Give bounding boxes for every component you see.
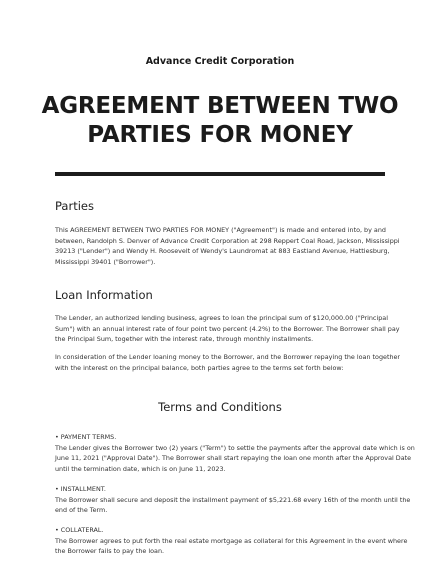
payment-terms-line: The Lender gives the Borrower two (2) years ("Term") to settle the payments after the approval date which is on <box>55 443 415 452</box>
parties-line: between, Randolph S. Denver of Advance Credit Corporation at 298 Reppert Coal Road, Jackson, Mississippi <box>55 236 400 245</box>
parties-paragraph <box>55 225 400 267</box>
loan-line: The Lender, an authorized lending business, agrees to loan the principal sum of $120,000.00 ("Principal <box>55 314 388 322</box>
payment-terms-line: June 11, 2021 ("Approval Date"). The Borrower shall start repaying the loan one month after the Approval Date <box>55 454 412 463</box>
loan-heading: Loan Information <box>55 288 153 302</box>
installment-terms <box>55 484 411 516</box>
loan-paragraph-1 <box>55 313 400 345</box>
loan-line: with the interest on the principal balance, both parties agree to the terms set forth below: <box>55 363 344 372</box>
collateral-terms <box>55 525 408 557</box>
collateral-line: The Borrower agrees to put forth the real estate mortgage as collateral for this Agreement in the event where <box>55 536 408 545</box>
title-line-1: AGREEMENT BETWEEN TWO <box>41 93 399 119</box>
payment-terms-line: until the termination date, which is on June 11, 2023. <box>55 464 226 473</box>
payment-terms-title: • PAYMENT TERMS. <box>55 433 117 441</box>
loan-paragraph-2 <box>55 352 401 373</box>
parties-line: This AGREEMENT BETWEEN TWO PARTIES FOR MONEY ("Agreement") is made and entered into, by and <box>55 226 386 234</box>
loan-line: In consideration of the Lender loaning money to the Borrower, and the Borrower repaying the loan together <box>55 353 401 361</box>
parties-heading: Parties <box>55 199 94 213</box>
collateral-title: • COLLATERAL. <box>55 526 104 534</box>
title-divider <box>55 172 385 176</box>
installment-line: The Borrower shall secure and deposit the installment payment of $5,221.68 every 16th of the month until the <box>55 495 411 504</box>
title-line-2: PARTIES FOR MONEY <box>87 122 353 148</box>
terms-heading: Terms and Conditions <box>158 400 282 414</box>
loan-line: the Principal Sum, together with the interest rate, through monthly installments. <box>55 335 314 344</box>
parties-line: 39213 ("Lender") and Wendy H. Roosevelt of Wendy's Laundromat at 883 Eastland Avenue, Hattiesburg, <box>55 247 390 256</box>
document-title <box>30 92 410 150</box>
parties-line: Mississippi 39401 ("Borrower"). <box>55 257 156 266</box>
payment-terms <box>55 432 415 474</box>
company-name: Advance Credit Corporation <box>145 56 295 67</box>
installment-title: • INSTALLMENT. <box>55 485 106 493</box>
collateral-line: the Borrower fails to pay the loan. <box>55 547 165 556</box>
installment-line: end of the Term. <box>55 506 108 515</box>
loan-line: Sum") with an annual interest rate of four point two percent (4.2%) to the Borrower. The Borrower shall pay <box>55 324 400 333</box>
